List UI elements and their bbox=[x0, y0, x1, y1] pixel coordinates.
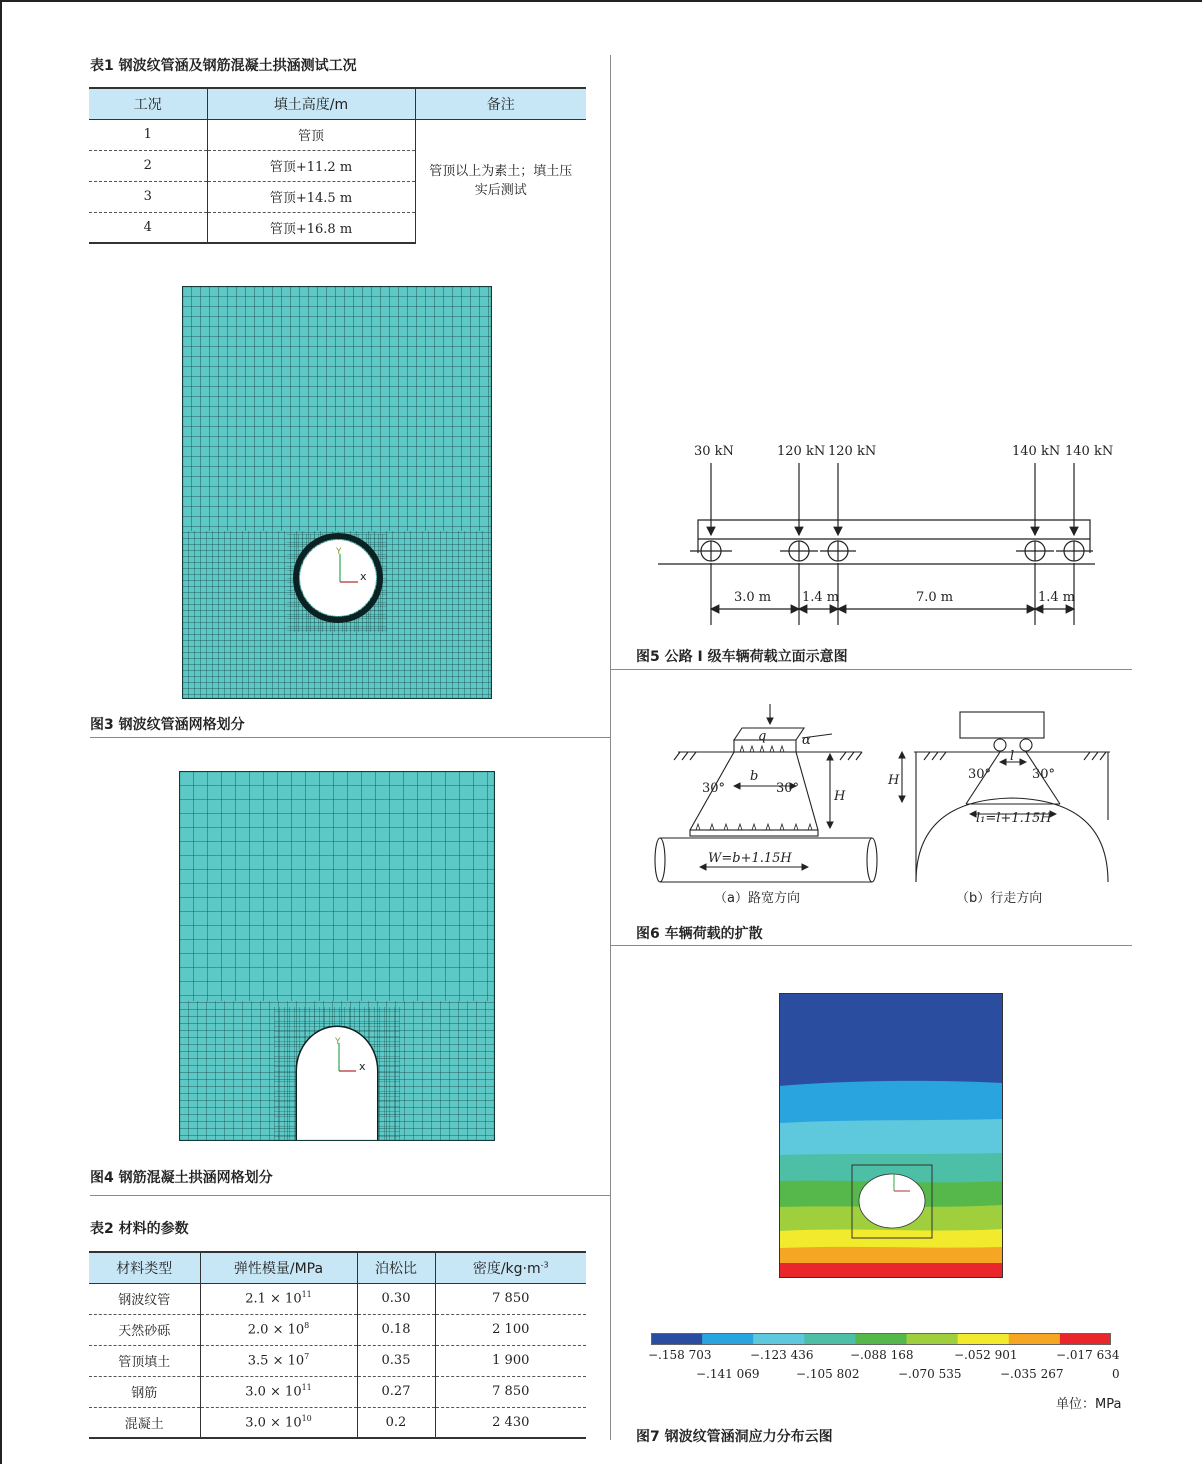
table1-cell: 管顶+14.5 m bbox=[207, 181, 415, 212]
load-label: 30 kN bbox=[694, 444, 734, 459]
fig6-H: H bbox=[834, 789, 846, 804]
column-divider bbox=[610, 55, 611, 1440]
density-cell: 2 430 bbox=[435, 1407, 586, 1438]
table1-cell: 3 bbox=[89, 181, 207, 212]
table2-header: 泊松比 bbox=[357, 1252, 435, 1283]
fig5-caption: 图5 公路 Ⅰ 级车辆荷载立面示意图 bbox=[636, 649, 848, 665]
legend-label: −.158 703 bbox=[648, 1348, 712, 1362]
fig6-alpha: α bbox=[802, 733, 811, 748]
legend-label: −.017 634 bbox=[1056, 1348, 1120, 1362]
fig6-diagram bbox=[650, 700, 1120, 912]
material-cell: 天然砂砾 bbox=[89, 1314, 200, 1345]
fig6-l1: l₁=l+1.15H bbox=[976, 811, 1052, 826]
legend-swatch bbox=[907, 1333, 959, 1345]
density-cell: 2 100 bbox=[435, 1314, 586, 1345]
fig6-H: H bbox=[888, 773, 900, 788]
fig3-axis-x: x bbox=[360, 570, 367, 583]
table-row bbox=[89, 119, 586, 150]
material-cell: 钢筋 bbox=[89, 1376, 200, 1407]
modulus-cell: $3.0 \times 10^{10}$ bbox=[200, 1407, 357, 1438]
fig6-q: q bbox=[758, 729, 767, 744]
table-row bbox=[89, 1314, 586, 1345]
legend-label: −.088 168 bbox=[850, 1348, 914, 1362]
table1-cell: 2 bbox=[89, 150, 207, 181]
spacing-label: 1.4 m bbox=[1038, 590, 1076, 605]
modulus-cell: $3.5 \times 10^7$ bbox=[200, 1345, 357, 1376]
fig4-axis-x: x bbox=[359, 1060, 366, 1073]
table-row bbox=[89, 1407, 586, 1438]
legend-swatch bbox=[958, 1333, 1010, 1345]
rule bbox=[611, 669, 1132, 670]
fig6-angle: 30° bbox=[776, 781, 800, 796]
table1-note: 管顶以上为素土；填土压实后测试 bbox=[415, 119, 586, 243]
fig4-axis-y: Y bbox=[335, 1037, 341, 1047]
fig6-b: b bbox=[750, 769, 759, 784]
legend-label: 0 bbox=[1112, 1367, 1120, 1381]
table1-cell: 4 bbox=[89, 212, 207, 243]
fig6-sub-b: （b）行走方向 bbox=[956, 891, 1043, 906]
legend-label: −.123 436 bbox=[750, 1348, 814, 1362]
spacing-label: 1.4 m bbox=[802, 590, 840, 605]
rule bbox=[611, 945, 1132, 946]
spacing-label: 3.0 m bbox=[734, 590, 772, 605]
fig6-l: l bbox=[1010, 749, 1015, 764]
table1-header: 备注 bbox=[415, 88, 586, 119]
fig3-caption: 图3 钢波纹管涵网格划分 bbox=[90, 717, 245, 733]
legend-swatch bbox=[651, 1333, 703, 1345]
density-cell: 1 900 bbox=[435, 1345, 586, 1376]
fig7-legend-bar bbox=[651, 1333, 1111, 1345]
poisson-cell: 0.18 bbox=[357, 1314, 435, 1345]
legend-swatch bbox=[1009, 1333, 1061, 1345]
fig3-axis-y: Y bbox=[336, 547, 342, 557]
rule bbox=[90, 737, 610, 738]
modulus-cell: $2.0 \times 10^8$ bbox=[200, 1314, 357, 1345]
fig6-W: W=b+1.15H bbox=[708, 851, 792, 866]
fig6-angle: 30° bbox=[1032, 767, 1056, 782]
density-exp: -3 bbox=[540, 1260, 549, 1270]
legend-swatch bbox=[702, 1333, 754, 1345]
spacing-label: 7.0 m bbox=[916, 590, 954, 605]
table1-header: 工况 bbox=[89, 88, 207, 119]
legend-swatch bbox=[855, 1333, 907, 1345]
modulus-cell: $2.1 \times 10^{11}$ bbox=[200, 1283, 357, 1314]
fig7-caption: 图7 钢波纹管涵洞应力分布云图 bbox=[636, 1429, 833, 1445]
table-row bbox=[89, 1283, 586, 1314]
poisson-cell: 0.2 bbox=[357, 1407, 435, 1438]
rule bbox=[90, 1195, 610, 1196]
modulus-cell: $3.0 \times 10^{11}$ bbox=[200, 1376, 357, 1407]
table2-header: 材料类型 bbox=[89, 1252, 200, 1283]
density-cell: 7 850 bbox=[435, 1283, 586, 1314]
legend-swatch bbox=[804, 1333, 856, 1345]
table2-caption: 表2 材料的参数 bbox=[90, 1221, 189, 1237]
table1-header: 填土高度/m bbox=[207, 88, 415, 119]
material-cell: 混凝土 bbox=[89, 1407, 200, 1438]
table1-caption: 表1 钢波纹管涵及钢筋混凝土拱涵测试工况 bbox=[90, 58, 357, 74]
fig4-mesh bbox=[179, 771, 495, 1141]
fig7-unit: 单位：MPa bbox=[1056, 1397, 1122, 1412]
fig7-legend-labels bbox=[640, 1345, 1140, 1381]
fig3-mesh bbox=[182, 286, 492, 699]
fig6-sub-a: （a）路宽方向 bbox=[714, 891, 800, 906]
table2 bbox=[89, 1251, 586, 1439]
table2-header-density bbox=[435, 1252, 586, 1283]
fig6-angle: 30° bbox=[702, 781, 726, 796]
legend-label: −.105 802 bbox=[796, 1367, 860, 1381]
legend-label: −.052 901 bbox=[954, 1348, 1018, 1362]
material-cell: 钢波纹管 bbox=[89, 1283, 200, 1314]
table2-header: 弹性模量/MPa bbox=[200, 1252, 357, 1283]
poisson-cell: 0.30 bbox=[357, 1283, 435, 1314]
table1-cell: 管顶+16.8 m bbox=[207, 212, 415, 243]
load-label: 140 kN bbox=[1012, 444, 1061, 459]
table1 bbox=[89, 87, 586, 244]
legend-label: −.070 535 bbox=[898, 1367, 962, 1381]
load-label: 140 kN bbox=[1065, 444, 1114, 459]
load-label: 120 kN bbox=[828, 444, 877, 459]
material-cell: 管顶填土 bbox=[89, 1345, 200, 1376]
poisson-cell: 0.35 bbox=[357, 1345, 435, 1376]
fig5-diagram bbox=[650, 435, 1120, 635]
density-label: 密度/kg·m bbox=[472, 1260, 541, 1277]
fig4-caption: 图4 钢筋混凝土拱涵网格划分 bbox=[90, 1170, 273, 1186]
table1-cell: 管顶 bbox=[207, 119, 415, 150]
legend-swatch bbox=[753, 1333, 805, 1345]
table1-cell: 1 bbox=[89, 119, 207, 150]
poisson-cell: 0.27 bbox=[357, 1376, 435, 1407]
table-row bbox=[89, 1345, 586, 1376]
fig6-angle: 30° bbox=[968, 767, 992, 782]
legend-label: −.141 069 bbox=[696, 1367, 760, 1381]
load-label: 120 kN bbox=[777, 444, 826, 459]
fig7-contour bbox=[779, 993, 1003, 1278]
legend-label: −.035 267 bbox=[1000, 1367, 1064, 1381]
density-cell: 7 850 bbox=[435, 1376, 586, 1407]
table1-cell: 管顶+11.2 m bbox=[207, 150, 415, 181]
table-row bbox=[89, 1376, 586, 1407]
legend-swatch bbox=[1060, 1333, 1111, 1345]
fig6-caption: 图6 车辆荷载的扩散 bbox=[636, 926, 763, 942]
